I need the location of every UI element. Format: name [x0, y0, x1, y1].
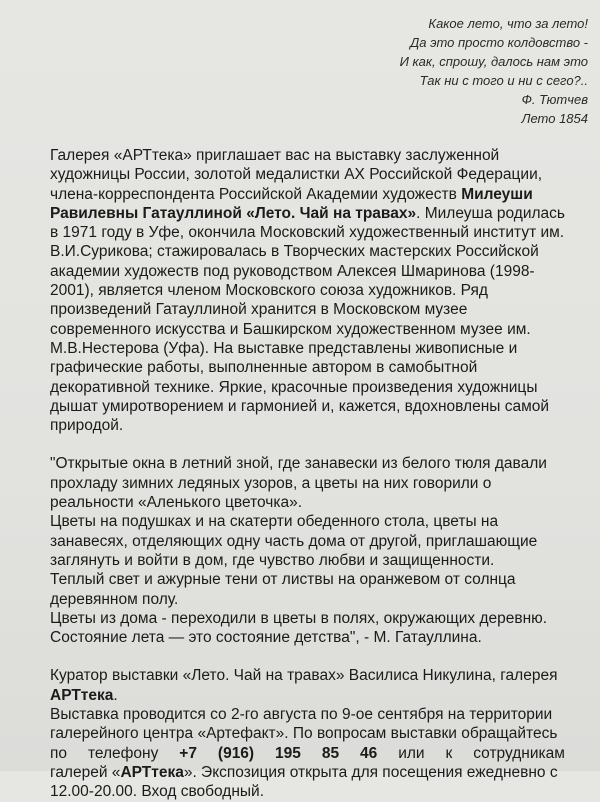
quote-paragraph-4: Цветы из дома - переходили в цветы в полях, окружающих деревню. Состояние лета — это состояние детства", - М. Гатауллина.: [50, 609, 548, 647]
curator-paragraph: [50, 666, 565, 705]
intro-text: Галерея «АРТтека» приглашает вас на выставку заслуженной художницы России, золотой медалистки АХ Российской Федерации, члена-корреспондента Российской Академии художеств: [50, 147, 543, 203]
epigraph-author: Ф. Тютчев: [521, 92, 588, 107]
phone-line: [50, 744, 565, 763]
artist-name-and-title: Милеуши Равилевны Гатауллиной «Лето. Чай на травах»: [50, 185, 533, 222]
paragraph-gap: [50, 647, 565, 666]
gallery-name: АРТтека: [120, 763, 184, 781]
quote-paragraph-1: "Открытые окна в летний зной, где занавески из белого тюля давали прохладу зимних ледяных узоров, а цветы на них говорили о реальности «Аленького цветочка».: [50, 455, 547, 512]
intro-paragraph: [50, 146, 565, 435]
hours-text: ». Экспозиция открыта для посещения ежедневно с 12.00-20.00. Вход свободный.: [50, 763, 558, 801]
quote-paragraph-2: Цветы на подушках и на скатерти обеденного стола, цветы на занавесях, отделяющих одну часть дома от другой, приглашающие заглянуть и войти в дом, где чувство любви и защищенности.: [50, 513, 538, 569]
phone-number-part: +7: [179, 744, 197, 762]
phone-word: по: [50, 744, 68, 762]
phone-word: телефону: [87, 744, 159, 762]
phone-word: или: [398, 744, 425, 762]
curator-text: Куратор выставки «Лето. Чай на травах» Василиса Никулина, галерея: [50, 667, 558, 685]
curator-gallery-name: АРТтека: [50, 686, 114, 704]
epigraph-line: И как, спрошу, далось нам это: [399, 54, 588, 69]
phone-word: сотрудникам: [473, 744, 565, 762]
epigraph-line: Да это просто колдовство -: [410, 35, 588, 50]
body-text: [50, 146, 565, 802]
paragraph-gap: [50, 435, 565, 454]
phone-number-part: 46: [360, 744, 378, 762]
curator-end: .: [113, 686, 118, 704]
epigraph: [328, 14, 588, 128]
intro-text-continued: . Милеуша родилась в 1971 году в Уфе, окончила Московский художественный институт им. В.И.Сурикова; стажировалась в Творческих мастерских Российской академии художеств под руководством Алексея Шмаринова (1998-2001), является членом Московского союза художников. Ряд произведений Гатауллиной хранится в Московском музее современного искусства и Башкирском художественном музее им. М.В.Нестерова (Уфа). На выставке представлены живописные и графические работы, выполненные автором в самобытной декоративной технике. Яркие, красочные произведения художницы дышат умиротворением и гармонией и, кажется, вдохновлены самой природой.: [50, 204, 565, 435]
quote-paragraph-3: Теплый свет и ажурные тени от листвы на оранжевом от солнца деревянном полу.: [50, 571, 516, 608]
info-paragraph: Выставка проводится со 2-го августа по 9-ое сентября на территории галерейного центра «Артефакт». По вопросам выставки обращайтесь: [50, 706, 558, 743]
epigraph-line: Какое лето, что за лето!: [428, 16, 588, 31]
phone-word: к: [445, 744, 453, 762]
epigraph-date: Лето 1854: [521, 111, 588, 126]
phone-number-part: 195: [275, 744, 301, 762]
galleries-prefix: галерей «: [50, 763, 121, 781]
phone-number-part: 85: [321, 744, 340, 762]
epigraph-line: Так ни с того и ни с сего?..: [419, 73, 588, 88]
phone-number-part: (916): [217, 744, 255, 762]
hours-paragraph: [50, 763, 565, 802]
